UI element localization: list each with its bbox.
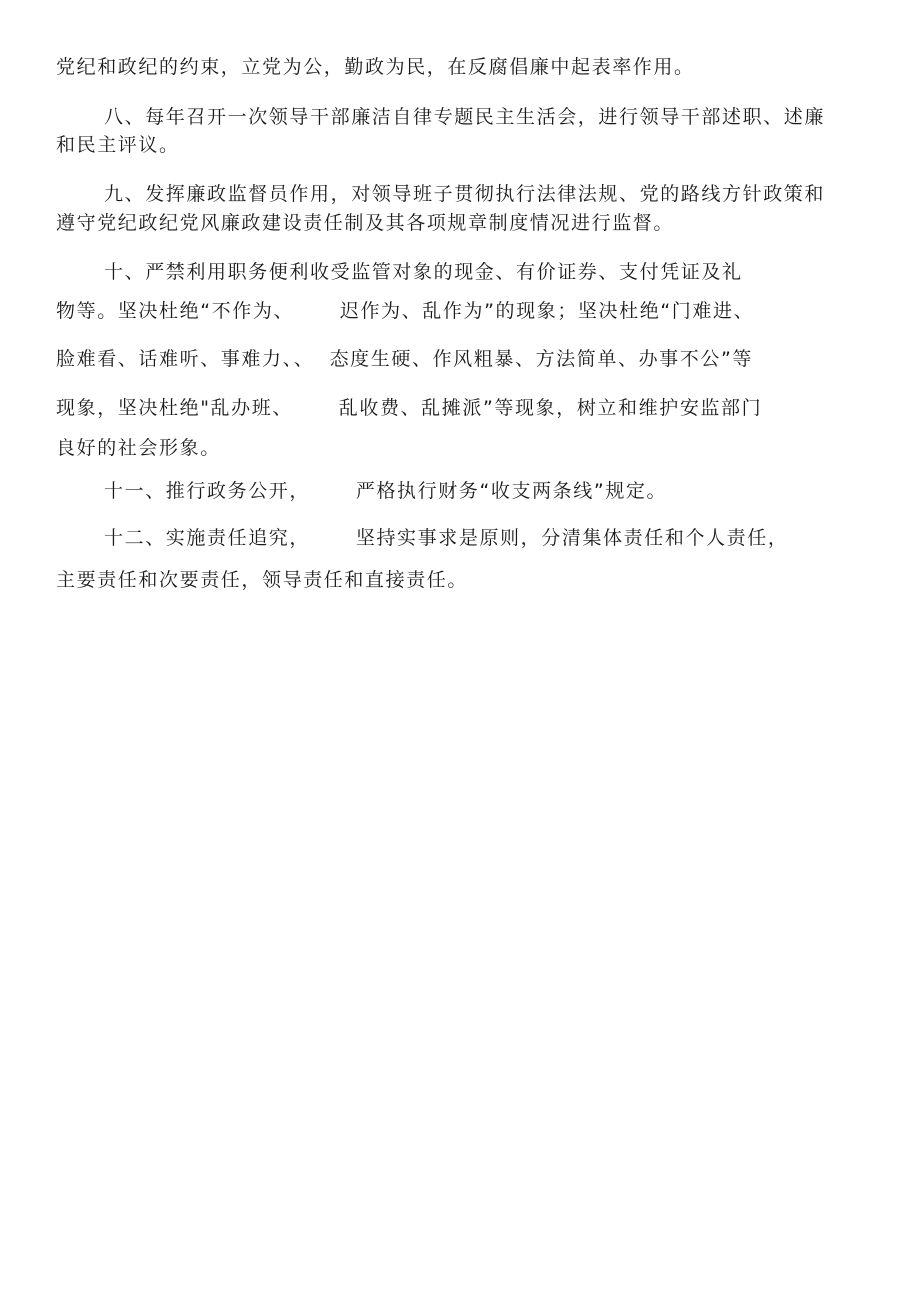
text-line: 八、每年召开一次领导干部廉洁自律专题民主生活会，进行领导干部述职、述廉 xyxy=(104,106,826,128)
text-line: 和民主评议。 xyxy=(56,134,180,156)
text-line: 十、严禁利用职务便利收受监管对象的现金、有价证券、支付凭证及礼 xyxy=(104,261,743,283)
text-line: 物等。坚决杜绝“不作为、 迟作为、乱作为”的现象；坚决杜绝“门难进、 xyxy=(56,300,755,322)
text-line: 党纪和政纪的约束，立党为公，勤政为民，在反腐倡廉中起表率作用。 xyxy=(56,56,695,78)
text-line: 脸难看、话难听、事难力、、 态度生硬、作风粗暴、方法简单、办事不公”等 xyxy=(56,348,754,370)
text-line: 九、发挥廉政监督员作用，对领导班子贯彻执行法律法规、党的路线方针政策和 xyxy=(104,183,826,205)
text-line: 现象，坚决杜绝"乱办班、 乱收费、乱摊派”等现象，树立和维护安监部门 xyxy=(56,397,763,419)
text-line: 十一、推行政务公开， 严格执行财务“收支两条线”规定。 xyxy=(104,480,668,502)
text-line: 遵守党纪政纪党风廉政建设责任制及其各项规章制度情况进行监督。 xyxy=(56,212,675,234)
text-line: 良好的社会形象。 xyxy=(56,437,221,459)
text-line: 主要责任和次要责任，领导责任和直接责任。 xyxy=(56,569,469,591)
text-line: 十二、实施责任追究， 坚持实事求是原则，分清集体责任和个人责任， xyxy=(104,527,789,549)
